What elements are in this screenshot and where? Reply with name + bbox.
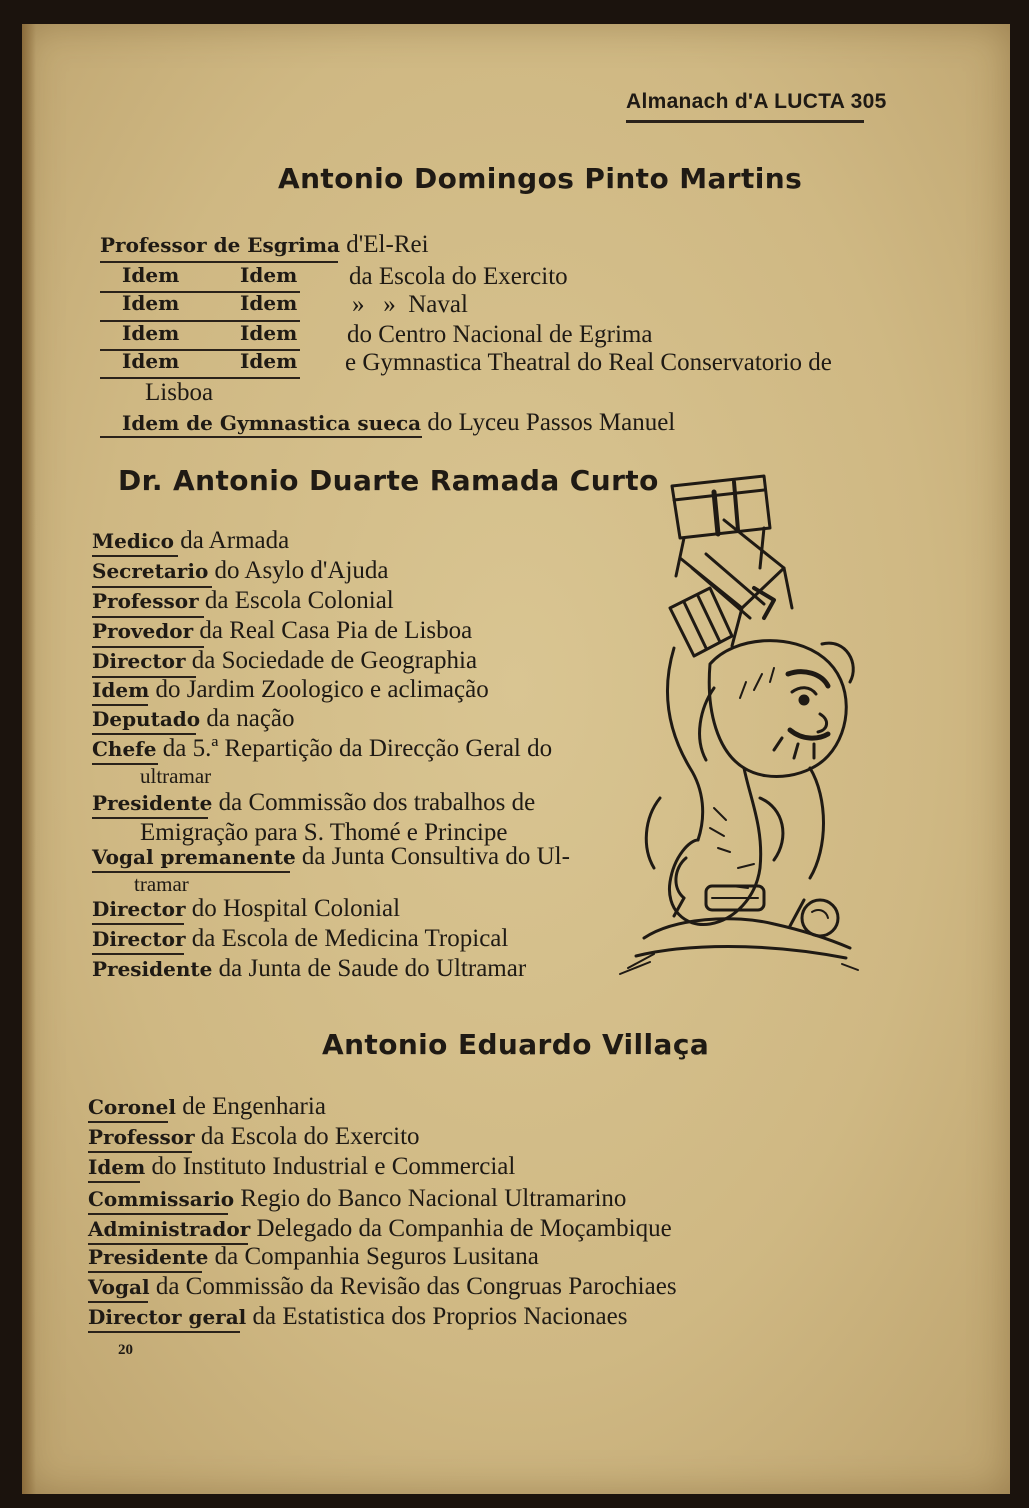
role-label: Director [92,927,186,951]
entry-text: de Engenharia [182,1093,326,1120]
page-spine [22,24,36,1494]
entry-text: do Instituto Industrial e Commercial [151,1153,516,1180]
role-label: Provedor [92,619,194,643]
entry-row [88,1242,539,1272]
entry-row [92,526,289,556]
entry-row [100,230,429,260]
entry-text: Regio do Banco Nacional Ultramarino [240,1185,627,1212]
entry-text: d'El-Rei [346,231,429,258]
role-label: Vogal premanente [92,845,296,869]
entry-row [88,1092,326,1122]
page-number: 305 [850,90,887,113]
entry-row [92,586,394,616]
stacked-chairs [670,476,792,656]
entry-row [92,954,526,984]
entry-text: da 5.ª Repartição da Direcção Geral do [162,735,553,762]
entry-text: da nação [206,705,295,732]
caricature-head [709,641,853,777]
entry-text: da Escola Colonial [204,587,394,614]
role-label: Idem [240,291,298,315]
entry-row [122,288,179,318]
entry-text: da Sociedade de Geographia [191,647,478,674]
entry-row [88,1272,677,1302]
entry-text: Delegado da Companhia de Moçambique [256,1215,672,1242]
role-label: Commissario [88,1187,235,1211]
entry-row [240,346,297,376]
entry-text: do Asylo d'Ajuda [214,557,389,584]
entry-continuation: Emigração para S. Thomé e Principe [140,819,508,846]
entry-row [240,318,297,348]
running-title: Almanach d'A LUCTA [626,90,845,113]
role-label: Idem [122,263,180,287]
entry-text: da Commissão da Revisão das Congruas Parochiaes [155,1273,677,1300]
entry-text: do Centro Nacional de Egrima [347,321,653,348]
entry-text: do Jardim Zoologico e aclimação [155,676,489,703]
role-label: Coronel [88,1095,176,1119]
entry-row [122,318,179,348]
role-label: Idem [122,291,180,315]
entry-text: da Commissão dos trabalhos de [218,789,536,816]
entry-row [240,288,297,318]
role-label: Idem [122,349,180,373]
entry-row [92,675,489,705]
entry-row [88,1214,672,1244]
section-title-pinto-martins: Antonio Domingos Pinto Martins [278,162,803,195]
entry-row [92,646,477,676]
entry-continuation: ultramar [140,764,212,788]
entry-row [92,924,508,954]
entry-continuation: Lisboa [145,379,214,406]
role-label: Professor de Esgrima [100,233,341,257]
header-rule [626,120,864,123]
entry-text: » » Naval [352,291,468,318]
role-label: Professor [88,1125,195,1149]
entry-text: do Hospital Colonial [191,895,401,922]
entry-text: da Estatistica dos Proprios Nacionaes [252,1303,628,1330]
role-label: Chefe [92,737,157,761]
almanac-page [22,24,1010,1494]
role-label: Idem [88,1155,146,1179]
entry-row [92,616,472,646]
entry-row [92,788,535,818]
entry-text: da Escola do Exercito [349,263,568,290]
role-label: Secretario [92,559,209,583]
entry-text: da Companhia Seguros Lusitana [214,1243,539,1270]
entry-row [92,734,552,764]
entry-text: da Junta de Saude do Ultramar [218,955,527,982]
role-label: Director geral [88,1305,247,1329]
role-label: Idem [240,349,298,373]
role-label: Idem [240,321,298,345]
role-label: Presidente [88,1245,209,1269]
role-underline [88,1181,140,1183]
caricature-illustration [614,468,862,994]
entry-text: da Escola de Medicina Tropical [191,925,509,952]
entry-row [92,894,400,924]
entry-row [240,260,297,290]
role-label: Idem [92,678,150,702]
role-underline [100,436,422,438]
role-label: Presidente [92,791,213,815]
entry-row [92,556,388,586]
entry-row [92,704,295,734]
entry-row [122,260,179,290]
entry-row [88,1122,420,1152]
entry-row [88,1302,627,1332]
entry-row [88,1152,515,1182]
signature-mark: 20 [118,1342,133,1358]
entry-text: da Real Casa Pia de Lisboa [199,617,473,644]
entry-text: da Escola do Exercito [200,1123,420,1150]
entry-text: do Lyceu Passos Manuel [427,409,676,436]
role-label: Director [92,649,186,673]
entry-continuation: tramar [134,872,189,896]
role-label: Administrador [88,1217,251,1241]
role-label: Idem [240,263,298,287]
role-label: Idem de Gymnastica sueca [122,411,422,435]
section-title-villaca: Antonio Eduardo Villaça [322,1028,710,1061]
role-underline [92,871,290,873]
role-label: Professor [92,589,199,613]
role-label: Presidente [92,957,213,981]
entry-text: e Gymnastica Theatral do Real Conservatorio de [345,349,832,376]
section-title-ramada-curto: Dr. Antonio Duarte Ramada Curto [118,464,659,497]
role-label: Director [92,897,186,921]
entry-row [88,1184,626,1214]
role-label: Idem [122,321,180,345]
entry-row [92,842,570,872]
role-underline [88,1331,240,1333]
role-label: Medico [92,529,174,553]
entry-text: da Junta Consultiva do Ul- [301,843,570,870]
role-label: Deputado [92,707,201,731]
role-label: Vogal [88,1275,150,1299]
entry-row [122,408,675,438]
entry-text: da Armada [180,527,290,554]
running-header [626,90,887,114]
entry-row [122,346,179,376]
caricature-base [620,886,858,974]
